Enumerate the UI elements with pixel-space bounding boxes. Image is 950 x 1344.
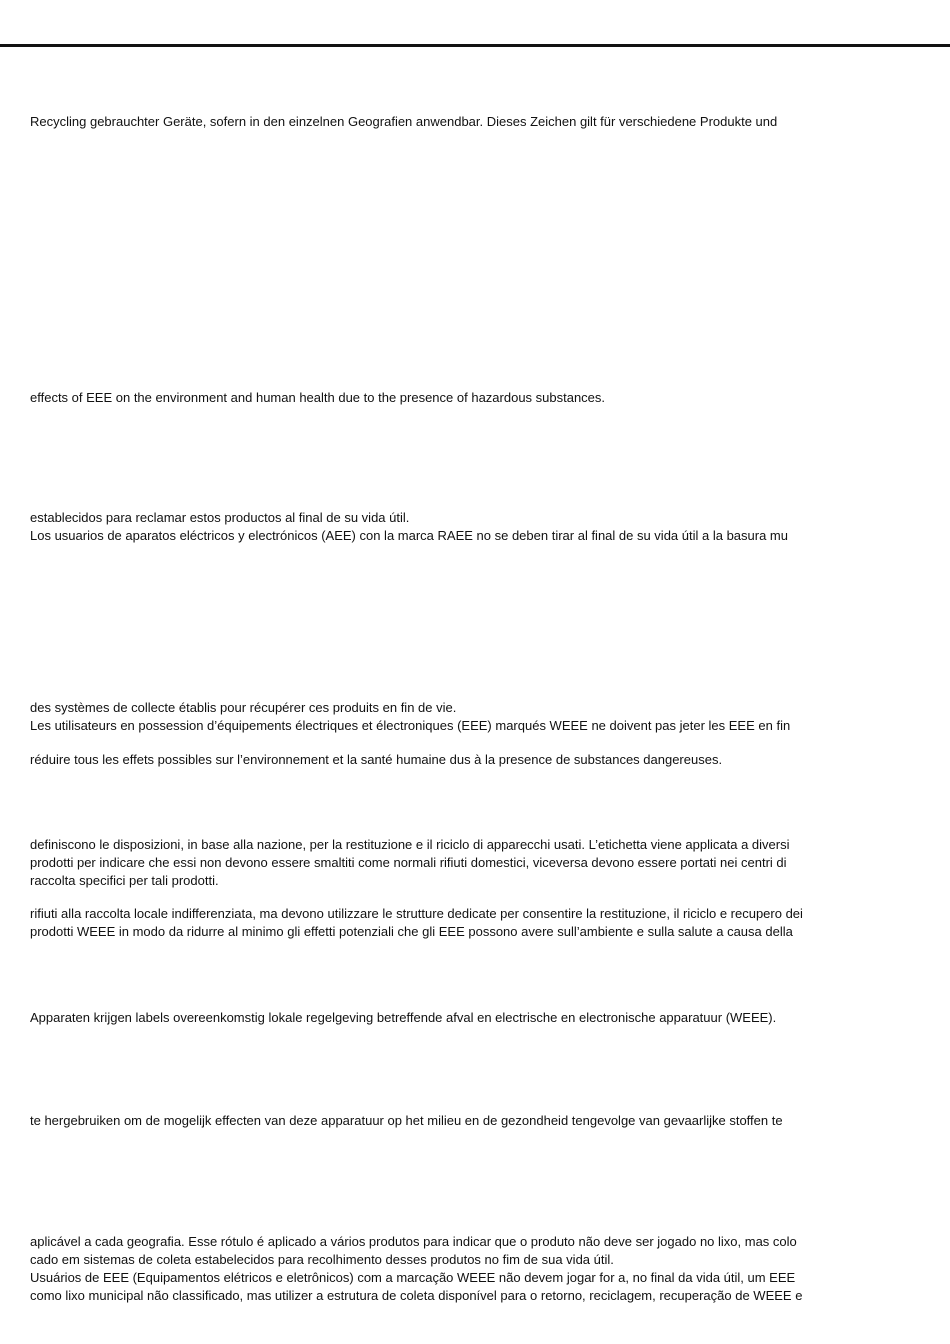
text-line: definiscono le disposizioni, in base alla nazione, per la restituzione e il riciclo di apparecchi usati. L’etichetta viene applicata a diversi xyxy=(30,837,790,852)
text-line: Usuários de EEE (Equipamentos elétricos e eletrônicos) com a marcação WEEE não devem jogar for a, no final da vida útil, um EEE xyxy=(30,1270,796,1285)
text-line: Les utilisateurs en possession d’équipements électriques et électroniques (EEE) marqués WEEE ne doivent pas jeter les EEE en fin xyxy=(30,718,791,733)
paragraph-german xyxy=(30,113,910,131)
text-line: effects of EEE on the environment and human health due to the presence of hazardous substances. xyxy=(30,390,606,405)
text-line: réduire tous les effets possibles sur l’environnement et la santé humaine dus à la presence de substances dangereuses. xyxy=(30,752,723,767)
text-line: aplicável a cada geografia. Esse rótulo é aplicado a vários produtos para indicar que o produto não deve ser jogado no lixo, mas colo xyxy=(30,1234,797,1249)
text-line: prodotti per indicare che essi non devono essere smaltiti come normali rifiuti domestici, viceversa devono essere portati nei centri di xyxy=(30,855,787,870)
paragraph-italian-2 xyxy=(30,905,910,941)
paragraph-french-2 xyxy=(30,751,910,769)
text-line: rifiuti alla raccolta locale indifferenziata, ma devono utilizzare le strutture dedicate per consentire la restituzione, il riciclo e recupero dei xyxy=(30,906,803,921)
text-line: raccolta specifici per tali prodotti. xyxy=(30,873,219,888)
text-line: establecidos para reclamar estos productos al final de su vida útil. xyxy=(30,510,410,525)
text-line: Recycling gebrauchter Geräte, sofern in den einzelnen Geografien anwendbar. Dieses Zeichen gilt für verschiedene Produkte und xyxy=(30,114,778,129)
text-line: como lixo municipal não classificado, mas utilizer a estrutura de coleta disponível para o retorno, reciclagem, recuperação de WEEE e xyxy=(30,1288,803,1303)
paragraph-italian-1 xyxy=(30,836,910,890)
text-line: te hergebruiken om de mogelijk effecten van deze apparatuur op het milieu en de gezondheid tengevolge van gevaarlijke stoffen te xyxy=(30,1113,783,1128)
text-line: prodotti WEEE in modo da ridurre al minimo gli effetti potenziali che gli EEE possono avere sull’ambiente e sulla salute a causa della xyxy=(30,924,793,939)
text-line: Apparaten krijgen labels overeenkomstig lokale regelgeving betreffende afval en electrische en electronische apparatuur (WEEE). xyxy=(30,1010,777,1025)
paragraph-portuguese xyxy=(30,1233,910,1305)
text-line: des systèmes de collecte établis pour récupérer ces produits en fin de vie. xyxy=(30,700,457,715)
paragraph-french-1 xyxy=(30,699,910,735)
paragraph-dutch-1 xyxy=(30,1009,910,1027)
text-line: cado em sistemas de coleta estabelecidos para recolhimento desses produtos no fim de sua vida útil. xyxy=(30,1252,614,1267)
paragraph-english xyxy=(30,389,910,407)
header-rule xyxy=(0,44,950,47)
paragraph-dutch-2 xyxy=(30,1112,910,1130)
text-line: Los usuarios de aparatos eléctricos y electrónicos (AEE) con la marca RAEE no se deben tirar al final de su vida útil a la basura mu xyxy=(30,528,788,543)
paragraph-spanish xyxy=(30,509,910,545)
